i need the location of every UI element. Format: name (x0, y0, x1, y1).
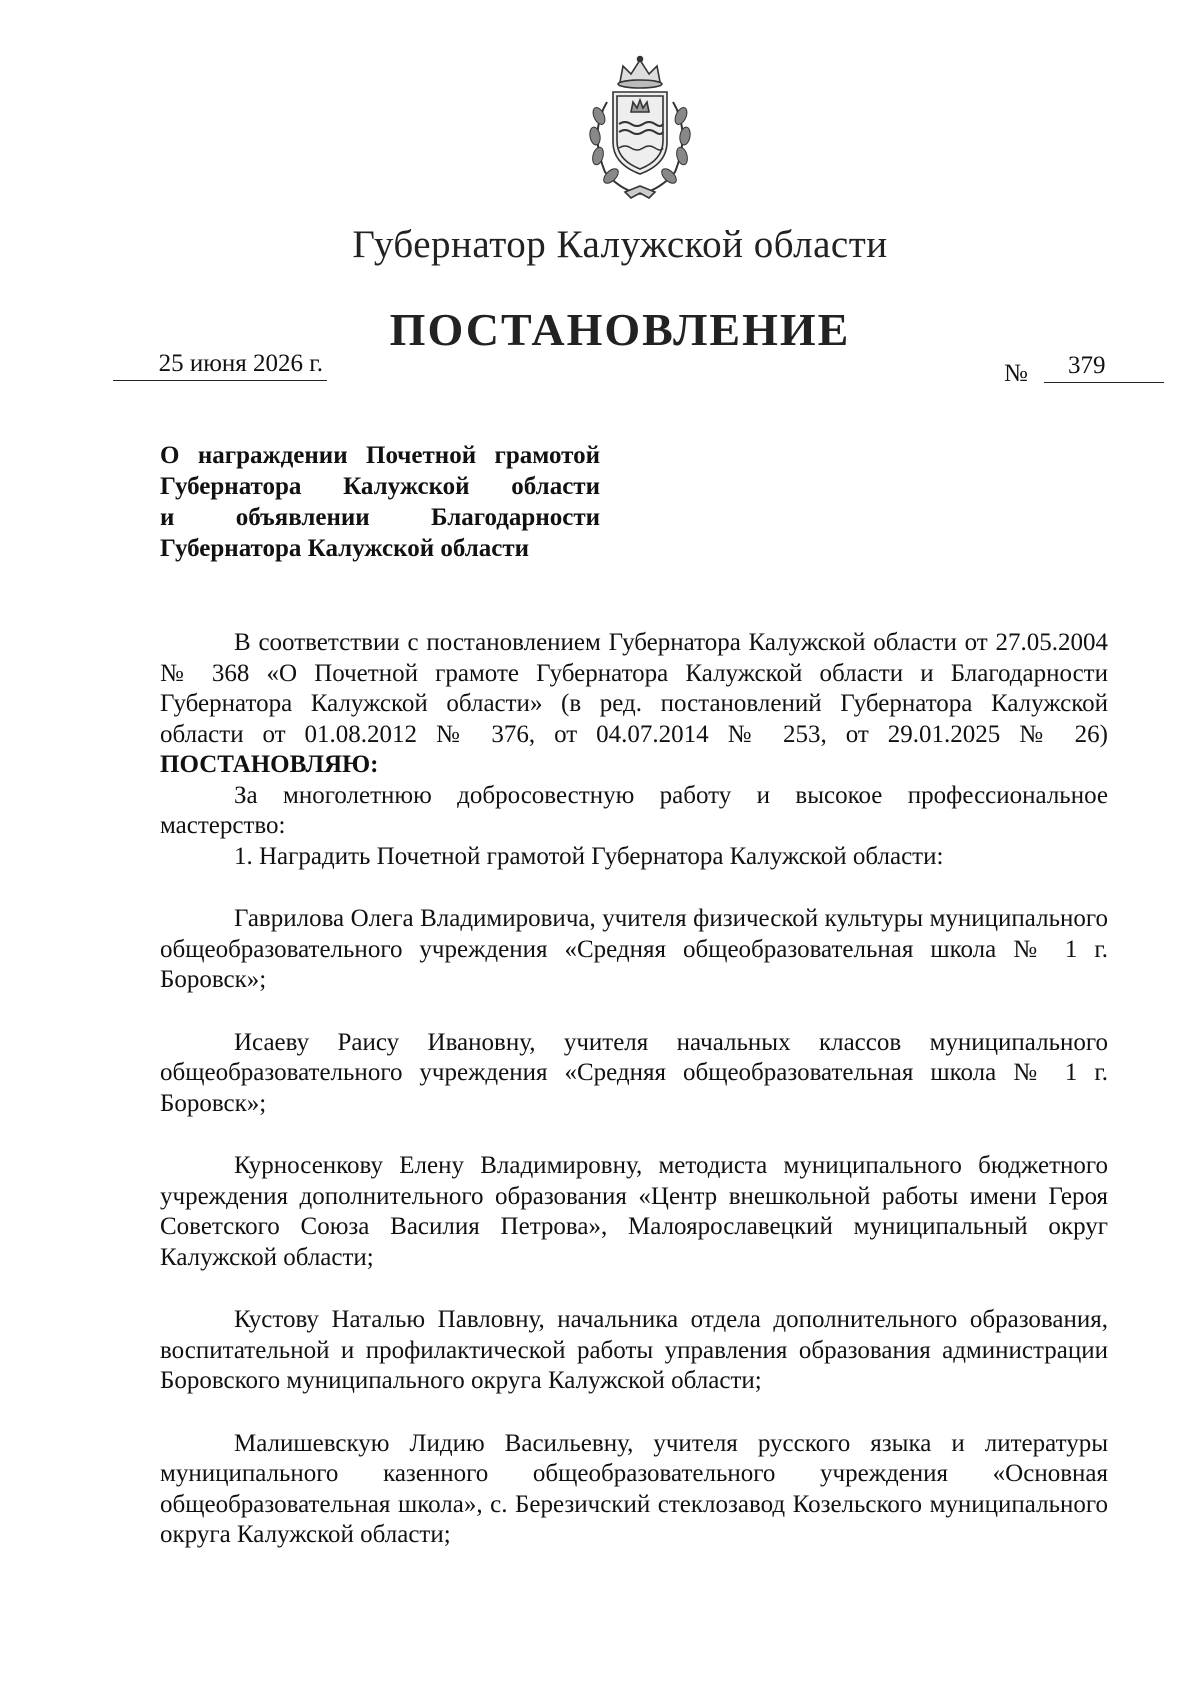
document-type-title: ПОСТАНОВЛЕНИЕ (389, 304, 851, 355)
awardee-paragraph: Малишевскую Лидию Васильевну, учителя русского языка и литературы муниципального казенного общеобразовательного учреждения «Основная общеобразовательная школа», с. Березичский стеклозавод Козельского муниципального округа Калужской области; (160, 1429, 1108, 1548)
subject-line: Губернатора Калужской области (160, 473, 600, 500)
number-sign: № (1004, 360, 1028, 387)
document-number: 379 (1068, 352, 1106, 379)
subject-line: и объявлении Благодарности (160, 504, 600, 531)
awardee-paragraph: Курносенкову Елену Владимировну, методиста муниципального бюджетного учреждения дополнительного образования «Центр внешкольной работы имени Героя Советского Союза Василия Петрова», Малоярославецкий муниципальный округ Калужской области; (160, 1152, 1108, 1271)
number-underline (1044, 382, 1164, 383)
item-1-heading: 1. Наградить Почетной грамотой Губернатора Калужской области: (234, 842, 944, 870)
document-date-field (113, 350, 327, 381)
issuing-authority: Губернатор Калужской области (352, 223, 888, 266)
subject-line: О награждении Почетной грамотой (160, 442, 600, 469)
decree-word: ПОСТАНОВЛЯЮ: (160, 751, 379, 778)
document-body (160, 628, 1108, 1551)
kaluga-coat-of-arms-icon (575, 52, 705, 202)
subject-line: Губернатора Калужской области (160, 535, 530, 562)
preamble-text: В соответствии с постановлением Губернатора Калужской области от 27.05.2004 № 368 «О Почетной грамоте Губернатора Калужской области и Благодарности Губернатора Калужской области» (в ред. постановлений Губернатора Калужской области от 01.08.2012 № 376, от 04.07.2014 № 253, от 29.01.2025 № 26) (160, 629, 1108, 748)
awardee-paragraph: Кустову Наталью Павловну, начальника отдела дополнительного образования, воспитательной и профилактической работы управления образования администрации Боровского муниципального округа Калужской области; (160, 1306, 1108, 1394)
document-subject (160, 440, 600, 564)
reason-paragraph: За многолетнюю добросовестную работу и высокое профессиональное мастерство: (160, 781, 1108, 839)
preamble-paragraph (160, 628, 1108, 781)
awardee-paragraph: Исаеву Раису Ивановну, учителя начальных классов муниципального общеобразовательного учреждения «Средняя общеобразовательная школа № 1 г. Боровск»; (160, 1028, 1108, 1117)
document-date: 25 июня 2026 г. (158, 350, 323, 377)
awardee-paragraph: Гаврилова Олега Владимировича, учителя физической культуры муниципального общеобразовательного учреждения «Средняя общеобразовательная школа № 1 г. Боровск»; (160, 905, 1108, 993)
